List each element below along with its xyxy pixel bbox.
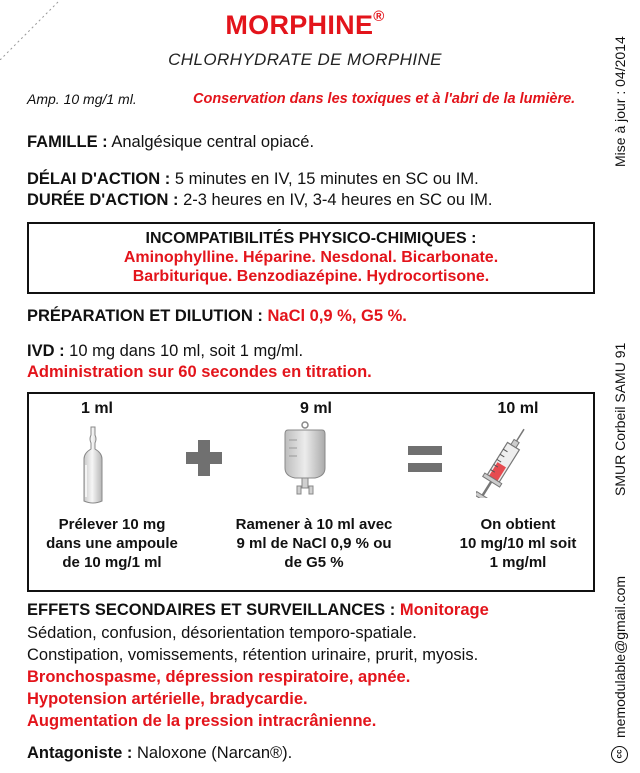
drug-subtitle: CHLORHYDRATE DE MORPHINE bbox=[168, 50, 442, 69]
duree-line bbox=[27, 191, 493, 210]
step2-volume: 9 ml bbox=[299, 400, 332, 417]
step2-caption-line-3: de G5 % bbox=[284, 554, 344, 571]
creative-commons-icon bbox=[611, 746, 628, 763]
contact-email: memodulable@gmail.com bbox=[612, 575, 628, 738]
famille-label: FAMILLE : bbox=[27, 133, 108, 151]
effets-red-3: Augmentation de la pression intracrânienne. bbox=[27, 712, 377, 730]
step3-caption-line-1: On obtient bbox=[480, 516, 556, 533]
effets-heading bbox=[27, 601, 489, 620]
step2-caption-line-2: 9 ml de NaCl 0,9 % ou bbox=[236, 535, 392, 552]
duree-value: 2-3 heures en IV, 3-4 heures en SC ou IM. bbox=[178, 191, 493, 209]
step1-volume: 1 ml bbox=[80, 400, 113, 417]
effets-red-1: Bronchospasme, dépression respiratoire, apnée. bbox=[27, 668, 411, 686]
equals-icon bbox=[408, 446, 442, 472]
famille-value: Analgésique central opiacé. bbox=[107, 133, 315, 151]
effets-red-2: Hypotension artérielle, bradycardie. bbox=[27, 690, 308, 708]
drug-name: MORPHINE bbox=[225, 10, 374, 40]
conservation-note: Conservation dans les toxiques et à l'abri de la lumière. bbox=[193, 91, 576, 107]
duree-label: DURÉE D'ACTION : bbox=[27, 191, 179, 209]
delai-line bbox=[27, 170, 479, 189]
drug-title bbox=[0, 10, 610, 41]
step3-caption bbox=[428, 515, 608, 572]
step1-caption bbox=[22, 515, 202, 572]
iv-bag-icon bbox=[280, 420, 330, 500]
incompatibilites-box bbox=[27, 222, 595, 294]
incompatibilites-line-2: Barbiturique. Benzodiazépine. Hydrocortisone. bbox=[132, 268, 490, 285]
step3-caption-line-3: 1 mg/ml bbox=[489, 554, 547, 571]
delai-value: 5 minutes en IV, 15 minutes en SC ou IM. bbox=[170, 170, 479, 188]
effets-line-2: Constipation, vomissements, rétention urinaire, prurit, myosis. bbox=[27, 646, 479, 664]
step1-caption-line-2: dans une ampoule bbox=[46, 535, 178, 552]
antagoniste-line bbox=[27, 744, 292, 763]
step3-caption-line-2: 10 mg/10 ml soit bbox=[459, 535, 577, 552]
preparation-line bbox=[27, 307, 407, 326]
step2-caption bbox=[216, 515, 412, 572]
ivd-administration: Administration sur 60 secondes en titration. bbox=[27, 363, 372, 381]
step3-volume: 10 ml bbox=[497, 400, 539, 417]
preparation-label: PRÉPARATION ET DILUTION : bbox=[27, 307, 263, 325]
famille-line bbox=[27, 133, 314, 152]
ivd-value: 10 mg dans 10 ml, soit 1 mg/ml. bbox=[64, 342, 304, 360]
ampoule-icon bbox=[78, 425, 108, 505]
update-date: Mise à jour : 04/2014 bbox=[612, 36, 628, 167]
effets-label: EFFETS SECONDAIRES ET SURVEILLANCES : bbox=[27, 601, 396, 619]
step1-caption-line-1: Prélever 10 mg bbox=[58, 516, 166, 533]
antagoniste-value: Naloxone (Narcan®). bbox=[132, 744, 293, 762]
delai-label: DÉLAI D'ACTION : bbox=[27, 170, 171, 188]
preparation-value: NaCl 0,9 %, G5 %. bbox=[262, 307, 407, 325]
antagoniste-label: Antagoniste : bbox=[27, 744, 133, 762]
step2-caption-line-1: Ramener à 10 ml avec bbox=[235, 516, 393, 533]
effets-line-1: Sédation, confusion, désorientation temporo-spatiale. bbox=[27, 624, 417, 642]
smur-credit: SMUR Corbeil SAMU 91 bbox=[612, 342, 628, 496]
ivd-line bbox=[27, 342, 303, 361]
plus-icon bbox=[186, 440, 222, 476]
creative-commons-label: cc bbox=[614, 749, 624, 759]
ampoule-presentation: Amp. 10 mg/1 ml. bbox=[27, 91, 137, 107]
syringe-icon bbox=[476, 418, 536, 498]
incompatibilites-heading: INCOMPATIBILITÉS PHYSICO-CHIMIQUES : bbox=[145, 230, 477, 247]
step1-caption-line-3: de 10 mg/1 ml bbox=[62, 554, 162, 571]
ivd-label: IVD : bbox=[27, 342, 65, 360]
incompatibilites-line-1: Aminophylline. Héparine. Nesdonal. Bicarbonate. bbox=[123, 249, 499, 266]
registered-mark: ® bbox=[373, 8, 385, 25]
effets-monitoring: Monitorage bbox=[395, 601, 489, 619]
